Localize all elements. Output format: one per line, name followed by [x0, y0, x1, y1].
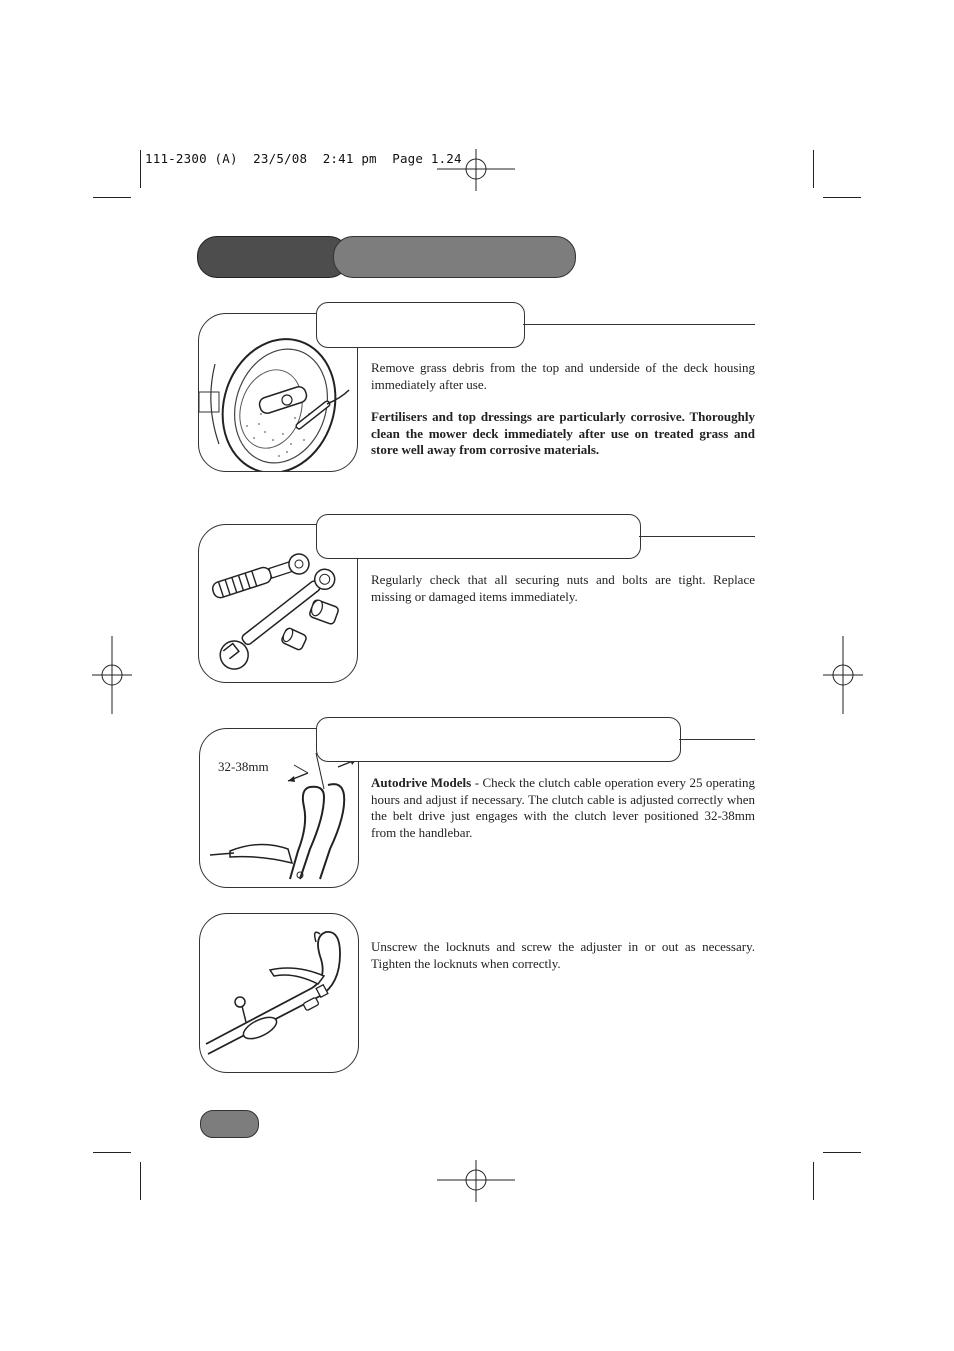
- section-title-box-1: [316, 302, 525, 348]
- section-rule-1: [523, 324, 755, 325]
- adjuster-illustration-panel: [199, 913, 359, 1073]
- clutch-cable-text: [371, 775, 755, 841]
- paragraph: Remove grass debris from the top and underside of the deck housing immediately after use.: [371, 360, 755, 392]
- registration-mark-right: [823, 636, 863, 716]
- paragraph-bold: [371, 409, 755, 459]
- cable-adjuster-illustration: [200, 914, 358, 1072]
- section-rule-3: [679, 739, 755, 740]
- clutch-gap-label: 32-38mm: [218, 759, 269, 774]
- page-number-pill: [200, 1110, 259, 1138]
- deck-cleaning-text: [371, 360, 755, 459]
- paragraph: Regularly check that all securing nuts and bolts are tight. Replace missing or damaged items immediately.: [371, 572, 755, 604]
- header-tab-title: [333, 236, 576, 278]
- adjuster-text: [371, 939, 755, 972]
- section-title-box-3: [316, 717, 681, 762]
- nuts-bolts-text: [371, 572, 755, 605]
- section-rule-2: [639, 536, 755, 537]
- header-tab-dark: [197, 236, 349, 278]
- clutch-cable-instructions: - Check the clutch cable operation every 25 operating hours and adjust if necessary. The clutch cable is adjusted correctly when the belt drive just engages with the clutch lever positioned 32-38mm from the handlebar.: [371, 775, 755, 840]
- registration-mark-bottom: [437, 1160, 517, 1206]
- registration-mark-top: [437, 147, 517, 193]
- section-title-box-2: [316, 514, 641, 559]
- paragraph: Unscrew the locknuts and screw the adjuster in or out as necessary. Tighten the locknuts when correctly.: [371, 939, 755, 971]
- paragraph: [371, 775, 755, 841]
- printer-slug: 111-2300 (A) 23/5/08 2:41 pm Page 1.24: [145, 151, 462, 166]
- corrosion-warning: Fertilisers and top dressings are particularly corrosive. Thoroughly clean the mower deck immediately after use on treated grass and store well away from corrosive materials.: [371, 409, 755, 457]
- registration-mark-left: [92, 636, 132, 716]
- autodrive-models-label: Autodrive Models: [371, 775, 472, 790]
